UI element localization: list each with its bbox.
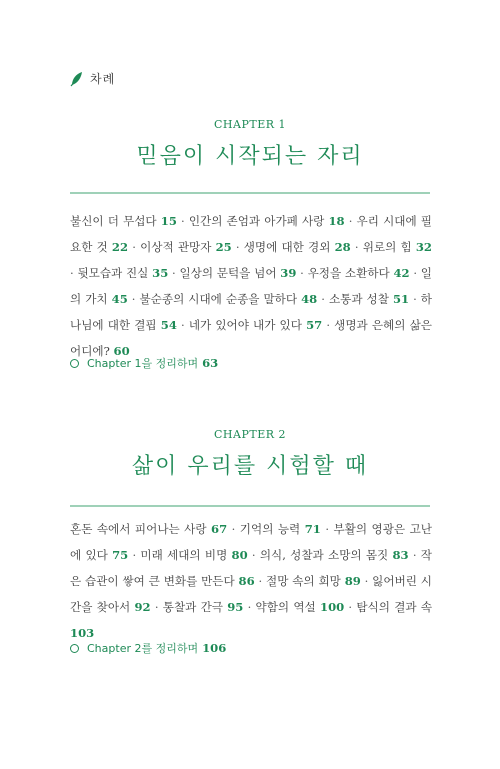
entry-separator: ·: [409, 292, 421, 306]
entry-separator: ·: [227, 522, 240, 536]
toc-entry-title: 기억의 능력: [239, 522, 305, 536]
toc-entry-page: 39: [280, 266, 297, 280]
toc-entry-page: 15: [160, 214, 177, 228]
toc-entry-page: 103: [70, 626, 95, 640]
toc-entry-title: 위로의 힘: [362, 240, 416, 254]
toc-entry-title: 혼돈 속에서 피어나는 사랑: [70, 522, 212, 536]
entry-separator: ·: [317, 292, 329, 306]
chapter-1-summary[interactable]: [70, 355, 218, 371]
toc-entry[interactable]: [189, 214, 345, 228]
toc-entry[interactable]: [256, 600, 345, 614]
toc-entry[interactable]: [266, 574, 361, 588]
chapter-divider: [70, 192, 430, 194]
chapter-label: CHAPTER 2: [214, 428, 286, 441]
toc-entry-title: 잃어버린 시간을 찾아서: [70, 574, 432, 614]
toc-entry[interactable]: [139, 292, 317, 306]
toc-entry[interactable]: [189, 318, 322, 332]
toc-entry-page: 100: [320, 600, 345, 614]
toc-entry-title: 우리 시대에 필요한 것: [70, 214, 432, 254]
toc-entry-page: 18: [328, 214, 345, 228]
toc-entry[interactable]: [140, 240, 232, 254]
chapter-2-summary[interactable]: [70, 640, 226, 656]
toc-entry[interactable]: [308, 266, 410, 280]
toc-entry[interactable]: [179, 266, 296, 280]
chapter-title: 믿음이 시작되는 자리: [136, 144, 364, 169]
toc-entry[interactable]: [140, 548, 247, 562]
toc-entry-title: 절망 속의 희망: [266, 574, 345, 588]
toc-entry-title: 약함의 역설: [255, 600, 320, 614]
toc-entry-title: 하나님에 대한 결핍: [70, 292, 432, 332]
chapter-2-entries: [70, 516, 432, 646]
chapter-title: 삶이 우리를 시험할 때: [131, 454, 369, 479]
toc-entry-page: 60: [113, 344, 130, 358]
entry-separator: ·: [408, 548, 421, 562]
toc-entry-page: 57: [306, 318, 323, 332]
toc-entry-title: 소통과 성찰: [328, 292, 393, 306]
toc-entry[interactable]: [244, 240, 351, 254]
leaf-icon: [70, 71, 84, 87]
chapter-2-heading: [0, 428, 500, 480]
toc-entry-title: 통찰과 간극: [162, 600, 228, 614]
chapter-label: CHAPTER 1: [214, 118, 286, 131]
toc-entry-title: 이상적 관망자: [140, 240, 216, 254]
toc-entry-page: 22: [111, 240, 129, 254]
entry-separator: ·: [176, 318, 189, 332]
toc-entry-page: 28: [334, 240, 351, 254]
toc-title: 차례: [90, 72, 116, 86]
entry-separator: ·: [128, 548, 141, 562]
toc-entry-title: 뒷모습과 진실: [77, 266, 153, 280]
toc-entry-page: 71: [304, 522, 321, 536]
entry-separator: ·: [344, 214, 357, 228]
toc-entry-page: 92: [134, 600, 151, 614]
toc-entry[interactable]: [260, 548, 409, 562]
chapter-1-entries: [70, 208, 432, 364]
toc-entry-page: 51: [392, 292, 410, 306]
entry-separator: ·: [409, 266, 421, 280]
toc-entry-title: 네가 있어야 내가 있다: [188, 318, 307, 332]
toc-entry-page: 45: [111, 292, 128, 306]
toc-entry-title: 부활의 영광은 고난에 있다: [70, 522, 432, 562]
toc-entry-title: 탐식의 결과 속: [356, 600, 433, 614]
toc-entry-title: 일의 가치: [70, 266, 432, 306]
toc-entry-title: 작은 습관이 쌓여 큰 변화를 만든다: [70, 548, 432, 588]
entry-separator: ·: [70, 266, 78, 280]
summary-page: 63: [202, 356, 219, 370]
toc-entry-title: 일상의 문턱을 넘어: [179, 266, 281, 280]
entry-separator: ·: [243, 600, 256, 614]
toc-entry[interactable]: [77, 266, 168, 280]
circle-bullet-icon: [70, 644, 79, 653]
toc-entry-title: 생명에 대한 경외: [243, 240, 335, 254]
summary-label: Chapter 1을 정리하며: [87, 357, 199, 370]
toc-entry-page: 48: [301, 292, 318, 306]
toc-entry[interactable]: [329, 292, 409, 306]
entry-separator: ·: [247, 548, 260, 562]
entry-separator: ·: [296, 266, 308, 280]
toc-entry-title: 미래 세대의 비명: [140, 548, 232, 562]
entry-separator: ·: [128, 240, 141, 254]
toc-entry[interactable]: [240, 522, 321, 536]
summary-page: 106: [202, 641, 227, 655]
toc-entry-title: 불신이 더 무섭다: [70, 214, 161, 228]
toc-entry-title: 인간의 존엄과 아가페 사랑: [188, 214, 329, 228]
toc-entry[interactable]: [363, 240, 432, 254]
entry-separator: ·: [176, 214, 189, 228]
toc-entry-page: 32: [415, 240, 432, 254]
toc-entry-page: 54: [160, 318, 177, 332]
entry-separator: ·: [360, 574, 373, 588]
entry-separator: ·: [127, 292, 140, 306]
toc-entry-page: 83: [392, 548, 409, 562]
entry-separator: ·: [320, 522, 334, 536]
chapter-divider: [70, 505, 430, 507]
toc-entry-page: 95: [227, 600, 244, 614]
toc-entry-page: 86: [238, 574, 255, 588]
toc-entry[interactable]: [70, 522, 227, 536]
toc-entry-page: 75: [112, 548, 129, 562]
toc-entry[interactable]: [70, 214, 177, 228]
toc-entry-page: 42: [393, 266, 410, 280]
entry-separator: ·: [322, 318, 335, 332]
circle-bullet-icon: [70, 359, 79, 368]
entry-separator: ·: [344, 600, 357, 614]
entry-separator: ·: [254, 574, 267, 588]
toc-entry-page: 80: [231, 548, 248, 562]
toc-entry-page: 35: [152, 266, 169, 280]
entry-separator: ·: [168, 266, 180, 280]
toc-entry[interactable]: [163, 600, 244, 614]
toc-entry-title: 우정을 소환하다: [307, 266, 394, 280]
toc-entry-page: 25: [215, 240, 232, 254]
chapter-1-heading: [0, 118, 500, 170]
toc-entry-title: 불순종의 시대에 순종을 말하다: [139, 292, 302, 306]
toc-header: [70, 70, 115, 87]
toc-entry-page: 67: [211, 522, 228, 536]
toc-entry-title: 의식, 성찰과 소망의 몸짓: [259, 548, 393, 562]
entry-separator: ·: [231, 240, 244, 254]
entry-separator: ·: [150, 600, 163, 614]
entry-separator: ·: [350, 240, 363, 254]
summary-label: Chapter 2를 정리하며: [87, 642, 199, 655]
toc-entry-title: 생명과 은혜의 삶은 어디에?: [70, 318, 432, 358]
toc-entry-page: 89: [344, 574, 361, 588]
